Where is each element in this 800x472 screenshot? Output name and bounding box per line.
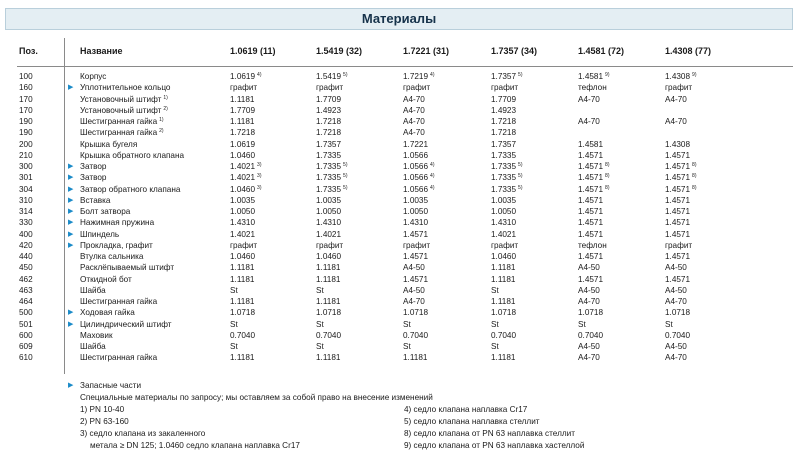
cell-material: 1.7221 — [403, 139, 429, 149]
cell-material: 1.7335 $^{5)}$ — [491, 162, 523, 171]
cell-material: 1.0718 — [665, 308, 691, 318]
cell-material: A4-70 — [578, 297, 600, 306]
cell-material: 1.0619 $^{4)}$ — [230, 72, 262, 81]
cell-material: графит — [665, 83, 693, 93]
footnote-4: 4) седло клапана наплавка Cr17 — [404, 405, 528, 414]
cell-name: Установочный штифт $^{2)}$ — [80, 105, 168, 115]
table-row — [0, 307, 800, 318]
cell-material: тефлон — [578, 240, 607, 250]
spare-parts-note: Запасные части — [80, 381, 142, 390]
cell-material: 1.4021 — [316, 229, 342, 239]
cell-material: 1.1181 — [316, 353, 341, 363]
materials-table — [0, 71, 800, 364]
cell-material: графит — [316, 83, 344, 93]
cell-material: A4-70 — [665, 94, 687, 104]
cell-material: A4-70 — [578, 117, 600, 126]
cell-material: A4-50 — [578, 285, 600, 295]
cell-material: графит — [665, 240, 693, 250]
table-row — [0, 352, 800, 363]
table-row — [0, 274, 800, 285]
cell-material: 1.4571 $^{8)}$ — [578, 184, 610, 194]
cell-material: 0.7040 — [403, 330, 429, 340]
cell-name: Крышка бугеля — [80, 139, 138, 149]
cell-material: 1.4571 — [403, 274, 429, 284]
cell-pos: 609 — [19, 342, 33, 351]
cell-material: 1.4571 — [665, 229, 691, 239]
cell-material: графит — [316, 240, 344, 250]
cell-material: A4-70 — [403, 105, 425, 115]
cell-name: Шестигранная гайка — [80, 353, 158, 363]
cell-material: 1.4310 — [491, 218, 517, 228]
cell-material: 1.1181 — [230, 94, 255, 104]
cell-material: 1.7218 — [491, 117, 517, 126]
cell-material: графит — [403, 83, 431, 93]
cell-material: A4-50 — [578, 342, 600, 351]
header-divider — [17, 66, 793, 67]
table-row — [0, 330, 800, 341]
cell-material: 1.4571 — [665, 218, 691, 228]
cell-material: 1.1181 — [230, 353, 255, 363]
cell-pos: 464 — [19, 297, 33, 306]
cell-pos: 190 — [19, 117, 33, 126]
cell-material: 1.4923 — [316, 105, 342, 115]
cell-pos: 450 — [19, 263, 33, 273]
cell-material: 1.4571 — [578, 252, 604, 261]
cell-material: St — [491, 319, 499, 329]
cell-material: 1.0035 — [316, 195, 342, 205]
footnote-2: 2) PN 63-160 — [80, 417, 129, 426]
header-material-1: 1.0619 (11) — [230, 46, 276, 56]
cell-pos: 160 — [19, 83, 33, 93]
triangle-right-icon: ▶ — [68, 84, 74, 92]
cell-name: Затвор — [80, 173, 107, 183]
cell-material: 1.5419 $^{5)}$ — [316, 72, 348, 81]
cell-name: Расклёпываемый штифт — [80, 263, 175, 273]
cell-pos: 300 — [19, 162, 33, 171]
cell-material: 1.0718 — [578, 308, 604, 318]
triangle-right-icon: ▶ — [68, 196, 74, 204]
cell-name: Затвор обратного клапана — [80, 184, 181, 194]
cell-material: A4-70 — [403, 297, 425, 306]
cell-pos: 190 — [19, 128, 33, 138]
cell-name: Шестигранная гайка $^{2)}$ — [80, 128, 164, 138]
cell-pos: 400 — [19, 229, 33, 239]
header-material-4: 1.7357 (34) — [491, 46, 538, 56]
table-row — [0, 82, 800, 93]
cell-material: 1.1181 — [230, 297, 255, 306]
cell-material: 1.1181 — [491, 274, 516, 284]
cell-pos: 330 — [19, 218, 33, 228]
cell-material: 1.4571 — [665, 195, 691, 205]
cell-material: 1.4581 $^{9)}$ — [578, 72, 610, 81]
cell-material: 1.4310 — [403, 218, 429, 228]
cell-material: графит — [230, 83, 258, 93]
cell-material: 1.0460 — [230, 150, 256, 160]
cell-material: St — [230, 285, 238, 295]
footnote-8: 8) седло клапана от PN 63 наплавка стеллит — [404, 429, 575, 438]
cell-material: графит — [403, 240, 431, 250]
header-pos: Поз. — [19, 46, 38, 56]
cell-pos: 301 — [19, 173, 33, 183]
cell-material: графит — [491, 240, 519, 250]
table-row — [0, 116, 800, 127]
cell-name: Шестигранная гайка — [80, 297, 158, 306]
cell-name: Болт затвора — [80, 207, 131, 216]
cell-material: St — [316, 319, 324, 329]
cell-material: 1.7357 — [316, 139, 342, 149]
cell-material: 1.4571 — [578, 274, 604, 284]
cell-material: 1.7335 $^{5)}$ — [316, 162, 348, 171]
cell-material: 1.0460 — [230, 252, 256, 261]
cell-material: 1.7335 $^{5)}$ — [491, 173, 523, 183]
table-row — [0, 319, 800, 330]
cell-material: графит — [230, 240, 258, 250]
cell-material: 1.1181 — [230, 263, 255, 273]
cell-material: A4-50 — [403, 285, 425, 295]
cell-material: 1.7218 — [316, 128, 342, 138]
cell-material: 1.0035 — [230, 195, 256, 205]
cell-name: Корпус — [80, 72, 107, 81]
cell-material: 1.1181 — [230, 117, 255, 126]
cell-material: 1.4571 — [665, 150, 691, 160]
triangle-right-icon: ▶ — [68, 309, 74, 317]
cell-material: 1.7218 — [316, 117, 342, 126]
cell-material: 0.7040 — [230, 330, 256, 340]
cell-material: 1.1181 — [491, 353, 516, 363]
cell-material: 1.4581 — [578, 139, 604, 149]
cell-material: A4-70 — [665, 353, 687, 363]
cell-material: 1.0035 — [403, 195, 429, 205]
cell-material: St — [491, 285, 499, 295]
cell-material: 1.4021 — [491, 229, 517, 239]
triangle-right-icon: ▶ — [68, 320, 74, 328]
cell-material: St — [578, 319, 586, 329]
triangle-right-icon: ▶ — [68, 208, 74, 215]
cell-pos: 170 — [19, 94, 33, 104]
cell-material: St — [316, 285, 324, 295]
cell-material: тефлон — [578, 83, 607, 93]
cell-material: 1.0566 $^{4)}$ — [403, 162, 435, 171]
table-row — [0, 94, 800, 105]
cell-material: 1.4021 $^{3)}$ — [230, 162, 262, 171]
cell-material: 1.1181 — [491, 263, 516, 273]
table-row — [0, 127, 800, 138]
footnote-3-cont: метала ≥ DN 125; 1.0460 седло клапана наплавка Cr17 — [90, 441, 300, 450]
table-row — [0, 285, 800, 296]
cell-pos: 200 — [19, 139, 33, 149]
cell-material: 1.4571 — [403, 229, 429, 239]
cell-material: 1.0718 — [403, 308, 429, 318]
cell-material: 1.1181 — [403, 353, 428, 363]
table-row — [0, 150, 800, 161]
cell-material: St — [230, 342, 238, 351]
cell-material: 1.4571 — [665, 274, 691, 284]
cell-pos: 600 — [19, 330, 33, 340]
table-row — [0, 229, 800, 240]
cell-material: 1.0718 — [491, 308, 517, 318]
triangle-right-icon: ▶ — [68, 230, 74, 238]
cell-material: 1.4021 $^{3)}$ — [230, 173, 262, 183]
cell-material: графит — [491, 83, 519, 93]
cell-material: 1.7709 — [316, 94, 342, 104]
cell-material: A4-50 — [403, 263, 425, 273]
cell-pos: 463 — [19, 285, 33, 295]
cell-material: 1.4571 — [403, 252, 429, 261]
cell-pos: 310 — [19, 195, 33, 205]
cell-material: 1.4571 — [578, 150, 604, 160]
cell-name: Крышка обратного клапана — [80, 150, 185, 160]
cell-material: 1.4571 — [665, 207, 691, 216]
table-row — [0, 296, 800, 307]
cell-name: Ходовая гайка — [80, 308, 135, 318]
cell-material: St — [403, 319, 411, 329]
cell-material: St — [230, 319, 238, 329]
cell-name: Цилиндрический штифт — [80, 319, 172, 329]
cell-material: 1.7357 $^{5)}$ — [491, 72, 523, 81]
cell-pos: 314 — [19, 207, 33, 216]
cell-material: 1.0718 — [316, 308, 342, 318]
cell-material: 1.0050 — [491, 207, 517, 216]
cell-material: 1.0050 — [316, 207, 342, 216]
cell-pos: 501 — [19, 319, 33, 329]
cell-material: 1.7709 — [491, 94, 517, 104]
cell-name: Шестигранная гайка $^{1)}$ — [80, 117, 164, 126]
cell-material: A4-70 — [403, 94, 425, 104]
cell-material: 1.1181 — [230, 274, 255, 284]
cell-material: 1.7335 — [491, 150, 517, 160]
cell-name: Шайба — [80, 285, 106, 295]
cell-material: 1.0566 — [403, 150, 429, 160]
cell-material: A4-70 — [665, 297, 687, 306]
cell-name: Откидной бот — [80, 274, 132, 284]
cell-material: 1.4571 — [578, 218, 604, 228]
cell-material: 1.4923 — [491, 105, 517, 115]
cell-material: 0.7040 — [491, 330, 517, 340]
header-name: Название — [80, 46, 123, 56]
cell-material: 1.4308 $^{9)}$ — [665, 72, 697, 81]
cell-material: St — [491, 342, 499, 351]
cell-material: 1.7219 $^{4)}$ — [403, 72, 435, 81]
header-material-3: 1.7221 (31) — [403, 46, 450, 56]
cell-material: 1.4571 $^{8)}$ — [578, 173, 610, 183]
cell-material: A4-50 — [665, 263, 687, 273]
header-material-2: 1.5419 (32) — [316, 46, 363, 56]
triangle-right-icon: ▶ — [68, 241, 74, 249]
cell-name: Вставка — [80, 195, 111, 205]
cell-material: 1.1181 — [316, 274, 341, 284]
cell-material: 1.4308 — [665, 139, 691, 149]
table-row — [0, 105, 800, 116]
cell-material: 1.0460 $^{3)}$ — [230, 184, 262, 194]
cell-material: A4-70 — [665, 117, 687, 126]
cell-pos: 100 — [19, 72, 33, 81]
table-row — [0, 341, 800, 352]
footnote-3: 3) седло клапана из закаленного — [80, 429, 206, 438]
cell-material: 1.1181 — [316, 297, 341, 306]
cell-name: Уплотнительное кольцо — [80, 83, 171, 93]
header-material-5: 1.4581 (72) — [578, 46, 625, 56]
cell-material: 1.0050 — [403, 207, 429, 216]
cell-material: St — [316, 342, 324, 351]
cell-material: St — [665, 319, 673, 329]
cell-material: St — [403, 342, 411, 351]
cell-material: 1.4571 $^{8)}$ — [665, 162, 697, 171]
cell-material: 1.4310 — [230, 218, 256, 228]
triangle-right-icon: ▶ — [68, 219, 74, 227]
cell-material: 1.4571 $^{8)}$ — [578, 162, 610, 171]
page-title: Материалы — [5, 8, 793, 30]
table-row — [0, 217, 800, 228]
cell-material: 0.7040 — [578, 330, 604, 340]
table-row — [0, 251, 800, 262]
cell-pos: 462 — [19, 274, 33, 284]
table-row — [0, 195, 800, 206]
cell-material: 1.0035 — [491, 195, 517, 205]
cell-name: Затвор — [80, 162, 107, 171]
cell-material: A4-50 — [665, 342, 687, 351]
cell-pos: 420 — [19, 240, 33, 250]
cell-material: 1.4571 — [578, 195, 604, 205]
cell-material: 1.0619 — [230, 139, 256, 149]
cell-material: 1.7357 — [491, 139, 517, 149]
cell-material: 1.7335 $^{5)}$ — [316, 173, 348, 183]
cell-pos: 210 — [19, 150, 33, 160]
cell-name: Шайба — [80, 342, 106, 351]
table-row — [0, 139, 800, 150]
cell-name: Нажимная пружина — [80, 218, 155, 228]
footnote-5: 5) седло клапана наплавка стеллит — [404, 417, 540, 426]
cell-pos: 304 — [19, 184, 33, 194]
header-material-6: 1.4308 (77) — [665, 46, 712, 56]
cell-name: Маховик — [80, 330, 113, 340]
table-row — [0, 184, 800, 195]
footnote-9: 9) седло клапана от PN 63 наплавка хастеллой — [404, 441, 585, 450]
table-row — [0, 240, 800, 251]
cell-material: 1.0460 — [491, 252, 517, 261]
cell-material: 1.4571 $^{8)}$ — [665, 173, 697, 183]
cell-material: A4-50 — [665, 285, 687, 295]
triangle-right-icon: ▶ — [68, 382, 74, 389]
cell-material: 1.7709 — [230, 105, 256, 115]
table-row — [0, 206, 800, 217]
cell-material: 1.4571 $^{8)}$ — [665, 184, 697, 194]
cell-material: A4-70 — [403, 128, 425, 138]
cell-material: A4-70 — [403, 117, 425, 126]
cell-material: 1.1181 — [491, 297, 516, 306]
cell-material: 1.0566 $^{4)}$ — [403, 184, 435, 194]
cell-material: 1.4571 — [578, 207, 604, 216]
cell-material: 0.7040 — [665, 330, 691, 340]
cell-material: 1.7218 — [230, 128, 256, 138]
triangle-right-icon: ▶ — [68, 174, 74, 182]
cell-name: Втулка сальника — [80, 252, 144, 261]
table-row — [0, 262, 800, 273]
cell-material: A4-70 — [578, 353, 600, 363]
cell-material: 1.0460 — [316, 252, 342, 261]
cell-material: A4-50 — [578, 263, 600, 273]
cell-material: 1.1181 — [316, 263, 341, 273]
table-row — [0, 161, 800, 172]
cell-material: 1.0718 — [230, 308, 256, 318]
cell-name: Прокладка, графит — [80, 240, 153, 250]
table-row — [0, 172, 800, 183]
cell-material: 0.7040 — [316, 330, 342, 340]
cell-name: Установочный штифт $^{1)}$ — [80, 94, 168, 104]
cell-material: 1.4571 — [665, 252, 691, 261]
cell-material: 1.0566 $^{4)}$ — [403, 173, 435, 183]
cell-material: 1.7335 $^{5)}$ — [316, 184, 348, 194]
cell-material: 1.4571 — [578, 229, 604, 239]
footnote-1: 1) PN 10-40 — [80, 405, 125, 414]
special-materials-note: Специальные материалы по запросу; мы оставляем за собой право на внесение изменений — [80, 393, 433, 402]
cell-pos: 170 — [19, 105, 33, 115]
cell-name: Шпиндель — [80, 229, 120, 239]
cell-pos: 610 — [19, 353, 33, 363]
triangle-right-icon: ▶ — [68, 163, 74, 170]
cell-material: 1.4310 — [316, 218, 342, 228]
cell-material: 1.7218 — [491, 128, 517, 138]
cell-material: A4-70 — [578, 94, 600, 104]
cell-material: 1.7335 $^{5)}$ — [491, 184, 523, 194]
cell-pos: 440 — [19, 252, 33, 261]
cell-material: 1.7335 — [316, 150, 342, 160]
table-row — [0, 71, 800, 82]
cell-material: 1.0050 — [230, 207, 256, 216]
cell-pos: 500 — [19, 308, 33, 318]
triangle-right-icon: ▶ — [68, 185, 74, 193]
cell-material: 1.4021 — [230, 229, 256, 239]
